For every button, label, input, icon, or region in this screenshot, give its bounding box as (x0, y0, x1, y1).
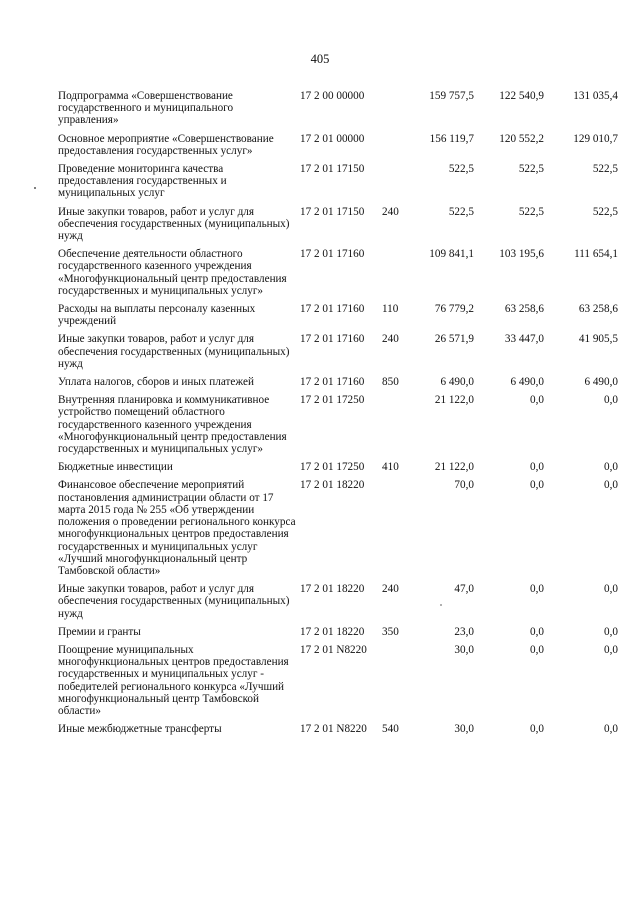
row-name: Поощрение муниципальных многофункциональных центров предоставления государственных и муниципальных услуг - победителей регионального конкурса «Лучший многофункциональный центр Тамбовской области» (58, 643, 289, 717)
row-expense-type: 240 (382, 333, 399, 346)
row-expense-type (382, 248, 412, 303)
row-name: Уплата налогов, сборов и иных платежей (58, 376, 254, 389)
row-amount-year2: 0,0 (530, 625, 544, 638)
row-amount-year1: 70,0 (454, 479, 474, 492)
row-amount-year2: 120 552,2 (499, 132, 544, 145)
row-amount-year3: 0,0 (604, 723, 618, 736)
row-amount-year2: 63 258,6 (504, 303, 544, 316)
row-amount-year2: 0,0 (530, 583, 544, 596)
row-amount-year1: 109 841,1 (429, 248, 474, 261)
row-expense-type: 240 (382, 205, 399, 218)
row-expense-type (382, 90, 412, 133)
row-code: 17 2 01 17160 (300, 376, 365, 389)
table-row (58, 479, 618, 583)
row-expense-type (382, 394, 412, 461)
row-amount-year1: 47,0 (454, 583, 474, 596)
row-name: Премии и гранты (58, 625, 141, 638)
row-code: 17 2 00 00000 (300, 90, 365, 102)
row-code: 17 2 01 18220 (300, 583, 365, 596)
row-name: Основное мероприятие «Совершенствование предоставления государственных услуг» (58, 132, 274, 157)
row-expense-type: 410 (382, 461, 399, 474)
row-amount-year2: 522,5 (518, 163, 544, 176)
row-code: 17 2 01 00000 (300, 132, 365, 145)
row-expense-type: 540 (382, 723, 399, 736)
row-code: 17 2 01 N8220 (300, 723, 367, 736)
row-name: Финансовое обеспечение мероприятий постановления администрации области от 17 марта 2015 года № 255 «Об утверждении положения о проведении регионального конкурса многофункциональных центров предоставления государственных и муниципальных услуг «Лучший многофункциональный центр Тамбовской области» (58, 479, 296, 577)
row-code: 17 2 01 18220 (300, 625, 365, 638)
row-amount-year2: 0,0 (530, 643, 544, 656)
row-code: 17 2 01 N8220 (300, 643, 367, 656)
table-row (58, 163, 618, 206)
row-amount-year2: 103 195,6 (499, 248, 544, 261)
row-name: Подпрограмма «Совершенствование государственного и муниципального управления» (58, 90, 234, 127)
table-row (58, 133, 618, 163)
row-amount-year3: 129 010,7 (573, 132, 618, 145)
table-row (58, 206, 618, 249)
row-expense-type: 110 (382, 303, 399, 316)
row-amount-year1: 522,5 (448, 205, 474, 218)
row-amount-year3: 0,0 (604, 643, 618, 656)
row-amount-year3: 0,0 (604, 461, 618, 474)
budget-table (58, 90, 618, 741)
row-expense-type (382, 133, 412, 163)
row-name: Бюджетные инвестиции (58, 461, 173, 474)
row-amount-year3: 131 035,4 (573, 90, 618, 102)
row-code: 17 2 01 18220 (300, 479, 365, 492)
row-amount-year3: 0,0 (604, 583, 618, 596)
table-row (58, 303, 618, 333)
row-name: Расходы на выплаты персоналу казенных учреждений (58, 303, 256, 328)
row-expense-type: 350 (382, 625, 399, 638)
table-row (58, 333, 618, 376)
row-code: 17 2 01 17150 (300, 205, 365, 218)
row-name: Проведение мониторинга качества предоставления государственных и муниципальных услуг (58, 163, 227, 200)
table-row (58, 626, 618, 644)
row-code: 17 2 01 17250 (300, 461, 365, 474)
row-code: 17 2 01 17160 (300, 303, 365, 316)
row-amount-year2: 33 447,0 (504, 333, 544, 346)
row-amount-year1: 30,0 (454, 723, 474, 736)
row-name: Внутренняя планировка и коммуникативное устройство помещений областного государственного казенного учреждения «Многофункциональный центр предоставления государственных и муниципальных услуг» (58, 394, 287, 456)
row-name: Иные межбюджетные трансферты (58, 723, 222, 736)
row-expense-type: 240 (382, 583, 399, 596)
row-code: 17 2 01 17160 (300, 248, 365, 261)
row-name: Иные закупки товаров, работ и услуг для обеспечения государственных (муниципальных) нужд (58, 583, 290, 620)
row-name: Иные закупки товаров, работ и услуг для обеспечения государственных (муниципальных) нужд (58, 205, 290, 243)
row-amount-year2: 522,5 (518, 205, 544, 218)
row-amount-year1: 159 757,5 (429, 90, 474, 102)
row-amount-year1: 21 122,0 (434, 394, 474, 407)
row-amount-year1: 522,5 (448, 163, 474, 176)
table-row (58, 376, 618, 394)
row-amount-year3: 111 654,1 (574, 248, 618, 261)
row-amount-year1: 156 119,7 (429, 132, 474, 145)
row-amount-year3: 522,5 (592, 205, 618, 218)
row-amount-year3: 63 258,6 (578, 303, 618, 316)
table-row (58, 723, 618, 741)
row-name: Обеспечение деятельности областного государственного казенного учреждения «Многофункциональный центр предоставления государственных и муниципальных услуг» (58, 248, 287, 297)
row-amount-year1: 6 490,0 (440, 376, 474, 389)
table-row (58, 90, 618, 133)
row-expense-type (382, 163, 412, 206)
row-amount-year2: 0,0 (530, 394, 544, 407)
row-amount-year1: 21 122,0 (434, 461, 474, 474)
row-amount-year1: 76 779,2 (434, 303, 474, 316)
row-amount-year2: 122 540,9 (499, 90, 544, 102)
row-amount-year3: 0,0 (604, 625, 618, 638)
table-row (58, 461, 618, 479)
row-amount-year1: 23,0 (454, 625, 474, 638)
row-amount-year3: 0,0 (604, 394, 618, 407)
row-amount-year2: 0,0 (530, 723, 544, 736)
row-amount-year2: 0,0 (530, 479, 544, 492)
row-amount-year3: 6 490,0 (584, 376, 618, 389)
row-code: 17 2 01 17250 (300, 394, 365, 407)
row-expense-type (382, 644, 412, 723)
table-row (58, 583, 618, 626)
scan-artifact (34, 187, 36, 189)
row-amount-year3: 41 905,5 (578, 333, 618, 346)
row-amount-year1: 26 571,9 (434, 333, 474, 346)
row-amount-year2: 0,0 (530, 461, 544, 474)
row-amount-year3: 522,5 (592, 163, 618, 176)
row-expense-type (382, 479, 412, 583)
row-name: Иные закупки товаров, работ и услуг для обеспечения государственных (муниципальных) нужд (58, 333, 290, 370)
table-row (58, 644, 618, 723)
table-row (58, 394, 618, 461)
row-code: 17 2 01 17150 (300, 163, 365, 176)
row-amount-year3: 0,0 (604, 479, 618, 492)
page-number: 405 (310, 52, 330, 66)
table-row (58, 248, 618, 303)
row-amount-year2: 6 490,0 (510, 376, 544, 389)
row-amount-year1: 30,0 (454, 643, 474, 656)
row-expense-type: 850 (382, 376, 399, 389)
row-code: 17 2 01 17160 (300, 333, 365, 346)
